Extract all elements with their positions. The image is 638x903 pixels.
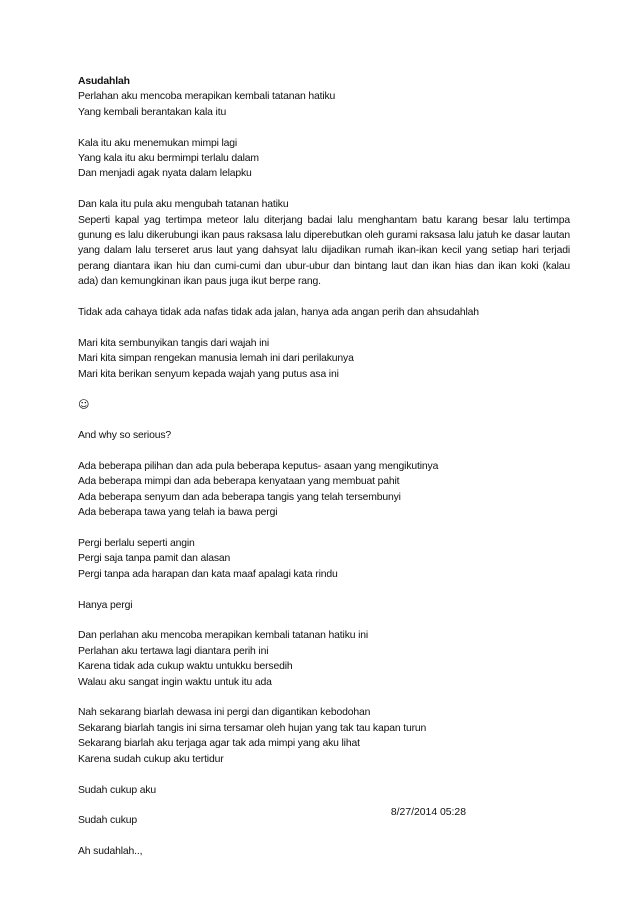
stanza-3 (78, 197, 570, 289)
poem-line: Walau aku sangat ingin waktu untuk itu ada (78, 676, 272, 688)
poem-line: Mari kita berikan senyum kepada wajah yang putus asa ini (78, 368, 339, 380)
poem-line: Ada beberapa pilihan dan ada pula beberapa keputus- asaan yang mengikutinya (78, 461, 439, 473)
poem-line: Ada beberapa mimpi dan ada beberapa kenyataan yang membuat pahit (78, 476, 400, 488)
stanza-14 (78, 844, 570, 859)
poem-line: Kala itu aku menemukan mimpi lagi (78, 137, 238, 149)
stanza-1 (78, 74, 570, 120)
stanza-12 (78, 783, 570, 798)
poem-line: Yang kembali berantakan kala itu (78, 106, 227, 118)
poem-line: Pergi saja tanpa pamit dan alasan (78, 553, 231, 565)
poem-line: Sekarang biarlah tangis ini sirna tersamar oleh hujan yang tak tau kapan turun (78, 722, 427, 734)
poem-line: Tidak ada cahaya tidak ada nafas tidak ada jalan, hanya ada angan perih dan ahsudahlah (78, 307, 479, 319)
poem-line: Sekarang biarlah aku terjaga agar tak ada mimpi yang aku lihat (78, 738, 360, 750)
stanza-7 (78, 459, 570, 521)
poem-body (78, 74, 570, 875)
poem-line: Ada beberapa tawa yang telah ia bawa pergi (78, 507, 278, 519)
stanza-8 (78, 536, 570, 582)
poem-line: Ada beberapa senyum dan ada beberapa tangis yang telah tersembunyi (78, 491, 401, 503)
poem-line: Hanya pergi (78, 599, 133, 611)
poem-line: Mari kita sembunyikan tangis dari wajah ini (78, 337, 270, 349)
poem-line: Sudah cukup aku (78, 784, 157, 796)
poem-line: And why so serious? (78, 430, 172, 442)
smiley-block (78, 397, 570, 412)
smiley-icon: ☺ (78, 398, 90, 412)
stanza-4 (78, 305, 570, 320)
poem-line: Sudah cukup (78, 815, 138, 827)
date-timestamp: 8/27/2014 05:28 (390, 807, 466, 818)
poem-line: Dan perlahan aku mencoba merapikan kembali tatanan hatiku ini (78, 630, 369, 642)
poem-line: Mari kita simpan rengekan manusia lemah ini dari perilakunya (78, 353, 354, 365)
poem-line: Karena tidak ada cukup waktu untukku bersedih (78, 661, 293, 673)
stanza-5 (78, 336, 570, 382)
poem-line: Perlahan aku mencoba merapikan kembali tatanan hatiku (78, 91, 336, 103)
poem-line: Pergi berlalu seperti angin (78, 538, 195, 550)
poem-line: Dan menjadi agak nyata dalam lelapku (78, 168, 252, 180)
stanza-10 (78, 628, 570, 690)
poem-line: Karena sudah cukup aku tertidur (78, 753, 224, 765)
poem-line: Ah sudahlah.., (78, 846, 143, 858)
poem-line: Perlahan aku tertawa lagi diantara perih ini (78, 645, 269, 657)
poem-paragraph: Seperti kapal yag tertimpa meteor lalu diterjang badai lalu menghantam batu karang besar lalu tertimpa gunung es lalu dikerubungi ikan paus raksasa lalu diperebutkan oleh gurami raksasa lalu jatuh ke dasar lautan yang dalam lalu terseret arus laut yang dahsyat lalu dijadikan rumah ikan-ikan kecil yang setiap hari terjadi perang diantara ikan hiu dan cumi-cumi dan ubur-ubur dan bintang laut dan ikan hias dan ikan koki (kalau ada) dan kemungkinan ikan paus juga ikut berpe rang. (78, 214, 570, 288)
stanza-6 (78, 428, 570, 443)
poem-line: Yang kala itu aku bermimpi terlalu dalam (78, 153, 259, 165)
poem-line: Dan kala itu pula aku mengubah tatanan hatiku (78, 199, 289, 211)
stanza-2 (78, 136, 570, 182)
stanza-11 (78, 705, 570, 767)
poem-line: Pergi tanpa ada harapan dan kata maaf apalagi kata rindu (78, 568, 338, 580)
poem-line: Nah sekarang biarlah dewasa ini pergi dan digantikan kebodohan (78, 707, 371, 719)
poem-title: Asudahlah (78, 76, 130, 87)
stanza-9 (78, 598, 570, 613)
